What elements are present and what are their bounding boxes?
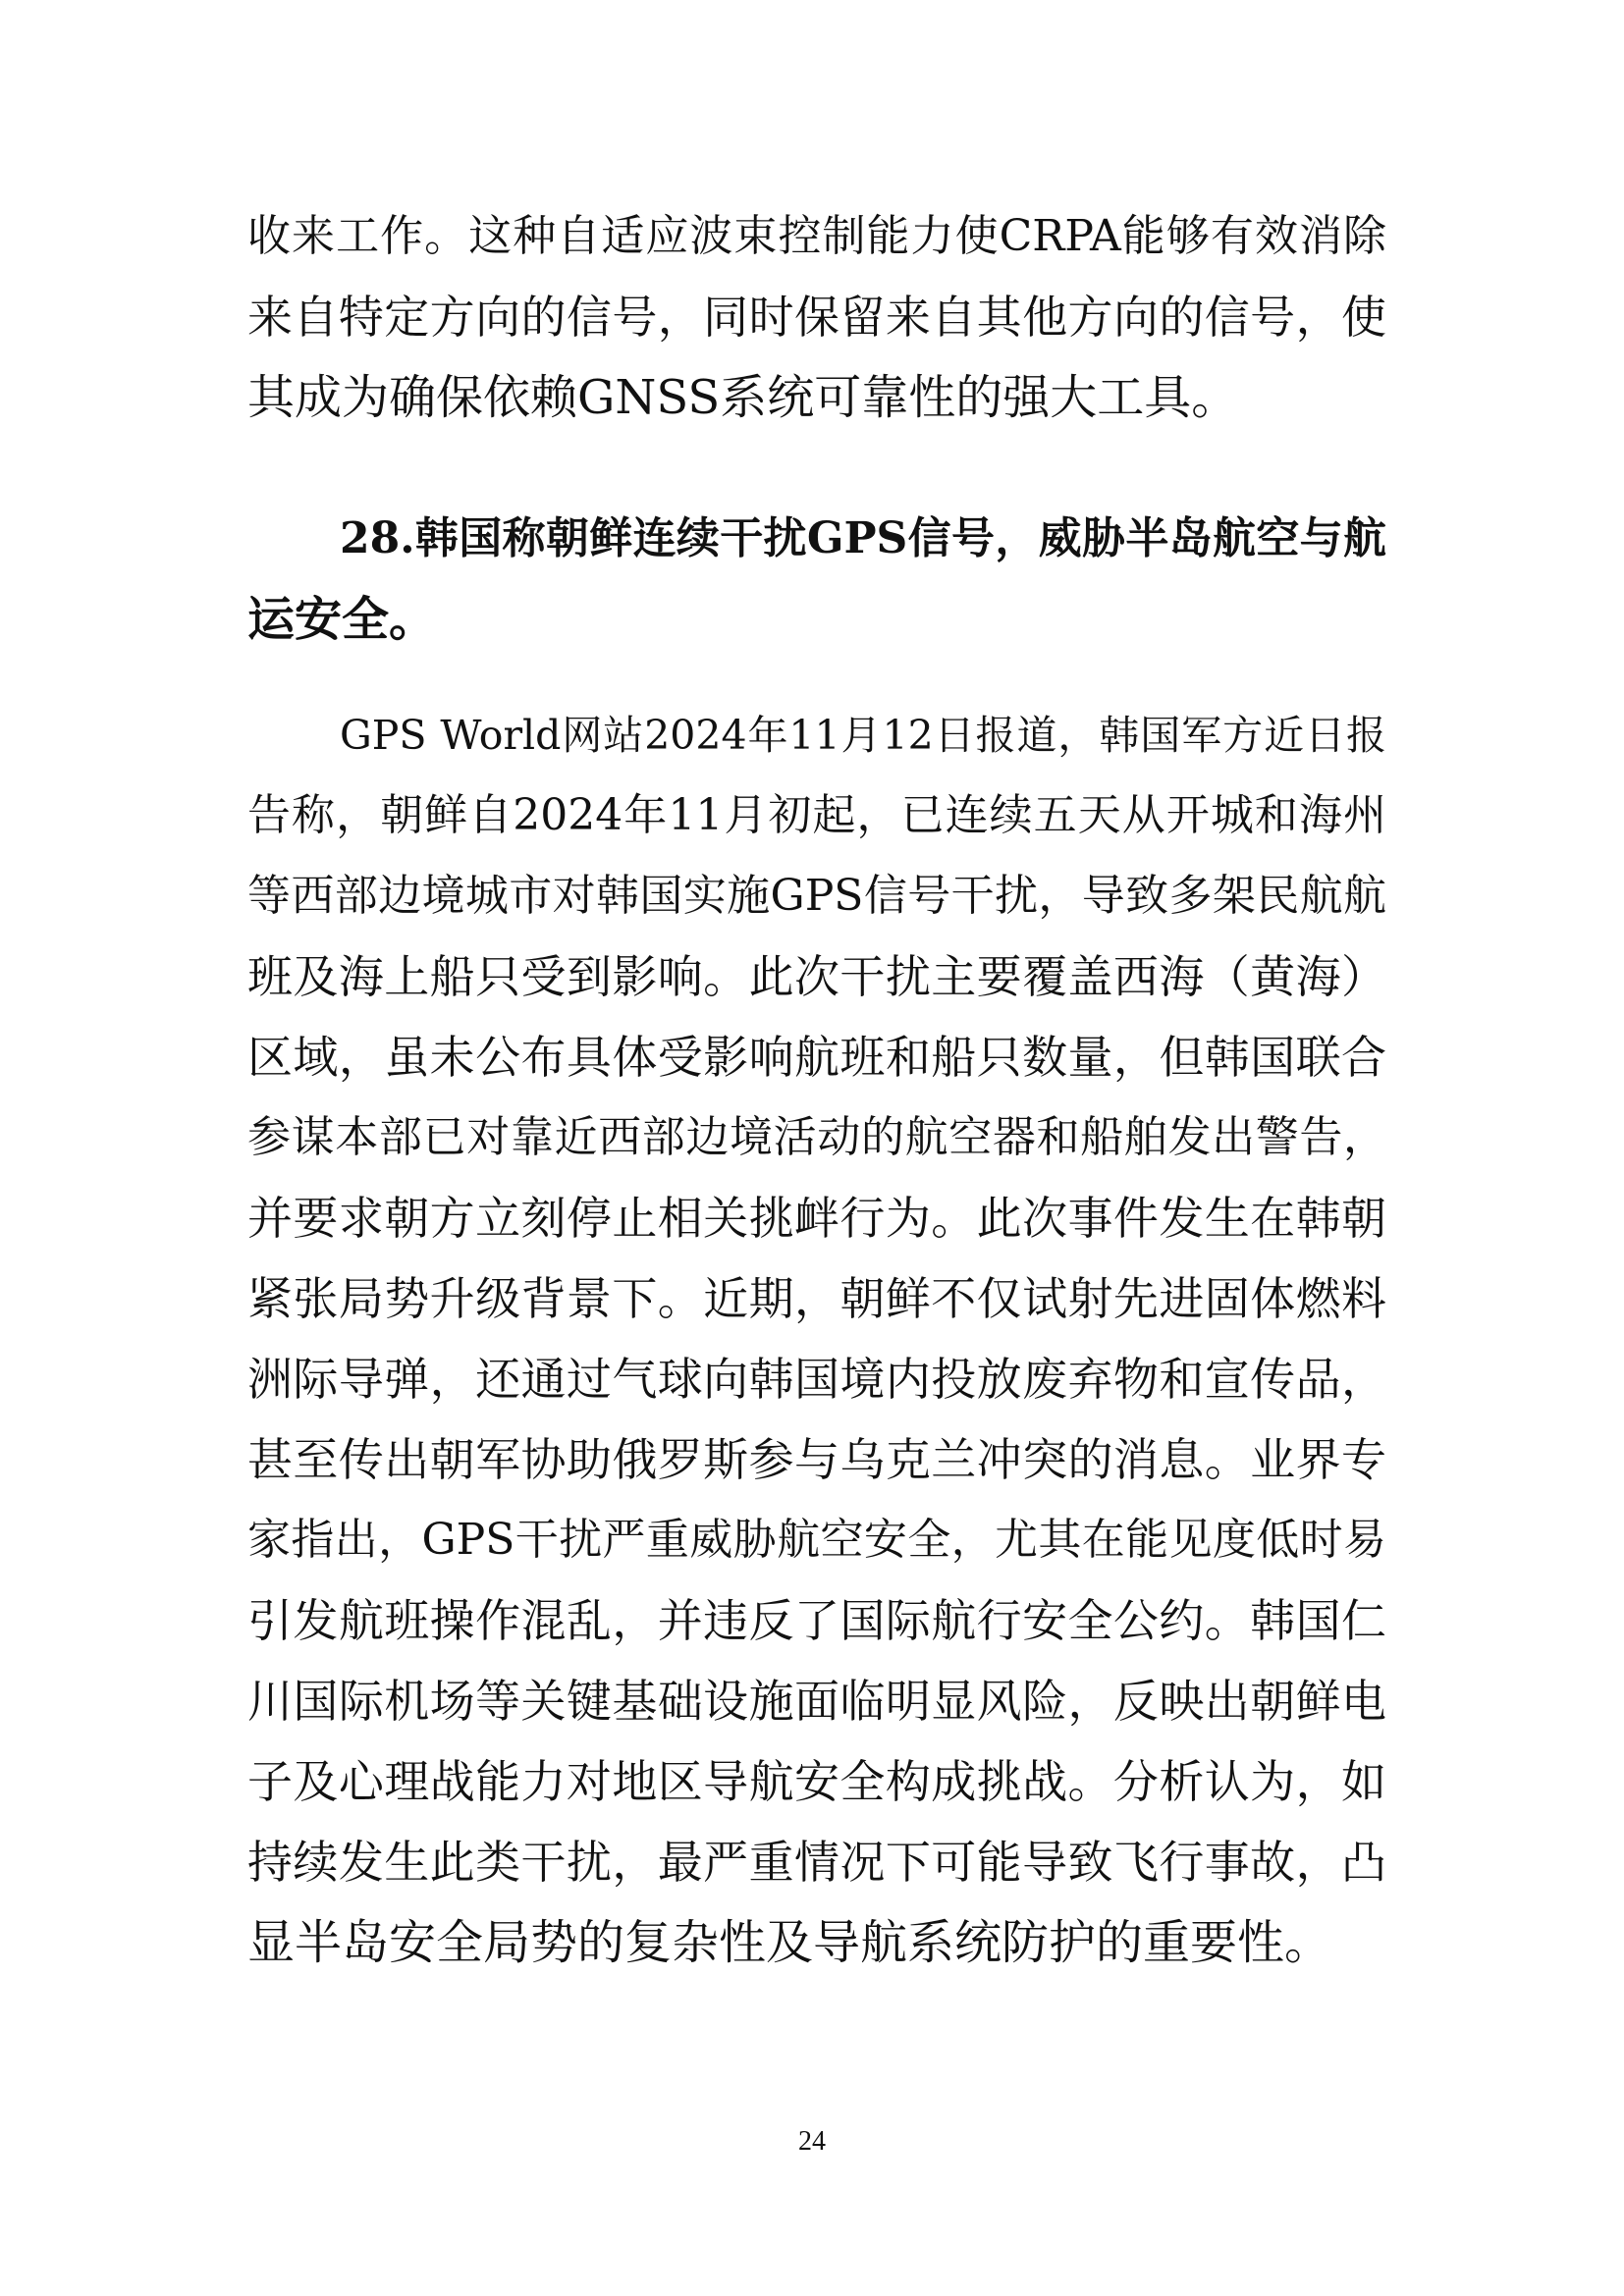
paragraph-line: 等西部边境城市对韩国实施GPS信号干扰，导致多架民航航 [247,871,1386,921]
paragraph-line: 引发航班操作混乱，并违反了国际航行安全公约。韩国仁 [247,1594,1386,1647]
paragraph-line: 告称，朝鲜自2024年11月初起，已连续五天从开城和海州 [247,790,1386,840]
paragraph-line: GPS World网站2024年11月12日报道，韩国军方近日报 [340,712,1386,759]
paragraph-line: 其成为确保依赖GNSS系统可靠性的强大工具。 [247,370,1239,425]
paragraph-line: 家指出，GPS干扰严重威胁航空安全，尤其在能见度低时易 [247,1515,1386,1565]
continued-paragraph [247,196,1386,438]
paragraph-line: 收来工作。这种自适应波束控制能力使CRPA能够有效消除 [247,211,1386,261]
paragraph-line: 并要求朝方立刻停止相关挑衅行为。此次事件发生在韩朝 [247,1192,1386,1245]
paragraph-line: 甚至传出朝军协助俄罗斯参与乌克兰冲突的消息。业界专 [247,1433,1386,1486]
paragraph-line: 来自特定方向的信号，同时保留来自其他方向的信号，使 [247,291,1386,344]
paragraph-line: 班及海上船只受到影响。此次干扰主要覆盖西海（黄海） [247,950,1386,1003]
heading-line: 运安全。 [247,592,437,647]
paragraph-line: 川国际机场等关键基础设施面临明显风险，反映出朝鲜电 [247,1675,1386,1728]
paragraph-line: 显半岛安全局势的复杂性及导航系统防护的重要性。 [247,1915,1332,1970]
paragraph-line: 洲际导弹，还通过气球向韩国境内投放废弃物和宣传品， [247,1353,1386,1406]
page-number: 24 [798,2126,826,2157]
paragraph-line: 区域，虽未公布具体受影响航班和船只数量，但韩国联合 [247,1031,1386,1084]
section-heading [247,499,1386,660]
paragraph-line: 紧张局势升级背景下。近期，朝鲜不仅试射先进固体燃料 [247,1272,1386,1325]
heading-line: 28.韩国称朝鲜连续干扰GPS信号，威胁半岛航空与航 [340,513,1386,563]
paragraph-line: 子及心理战能力对地区导航安全构成挑战。分析认为，如 [247,1755,1386,1808]
main-paragraph [247,695,1386,1983]
paragraph-line: 参谋本部已对靠近西部边境活动的航空器和船舶发出警告， [247,1112,1386,1162]
paragraph-line: 持续发生此类干扰，最严重情况下可能导致飞行事故，凸 [247,1836,1386,1889]
